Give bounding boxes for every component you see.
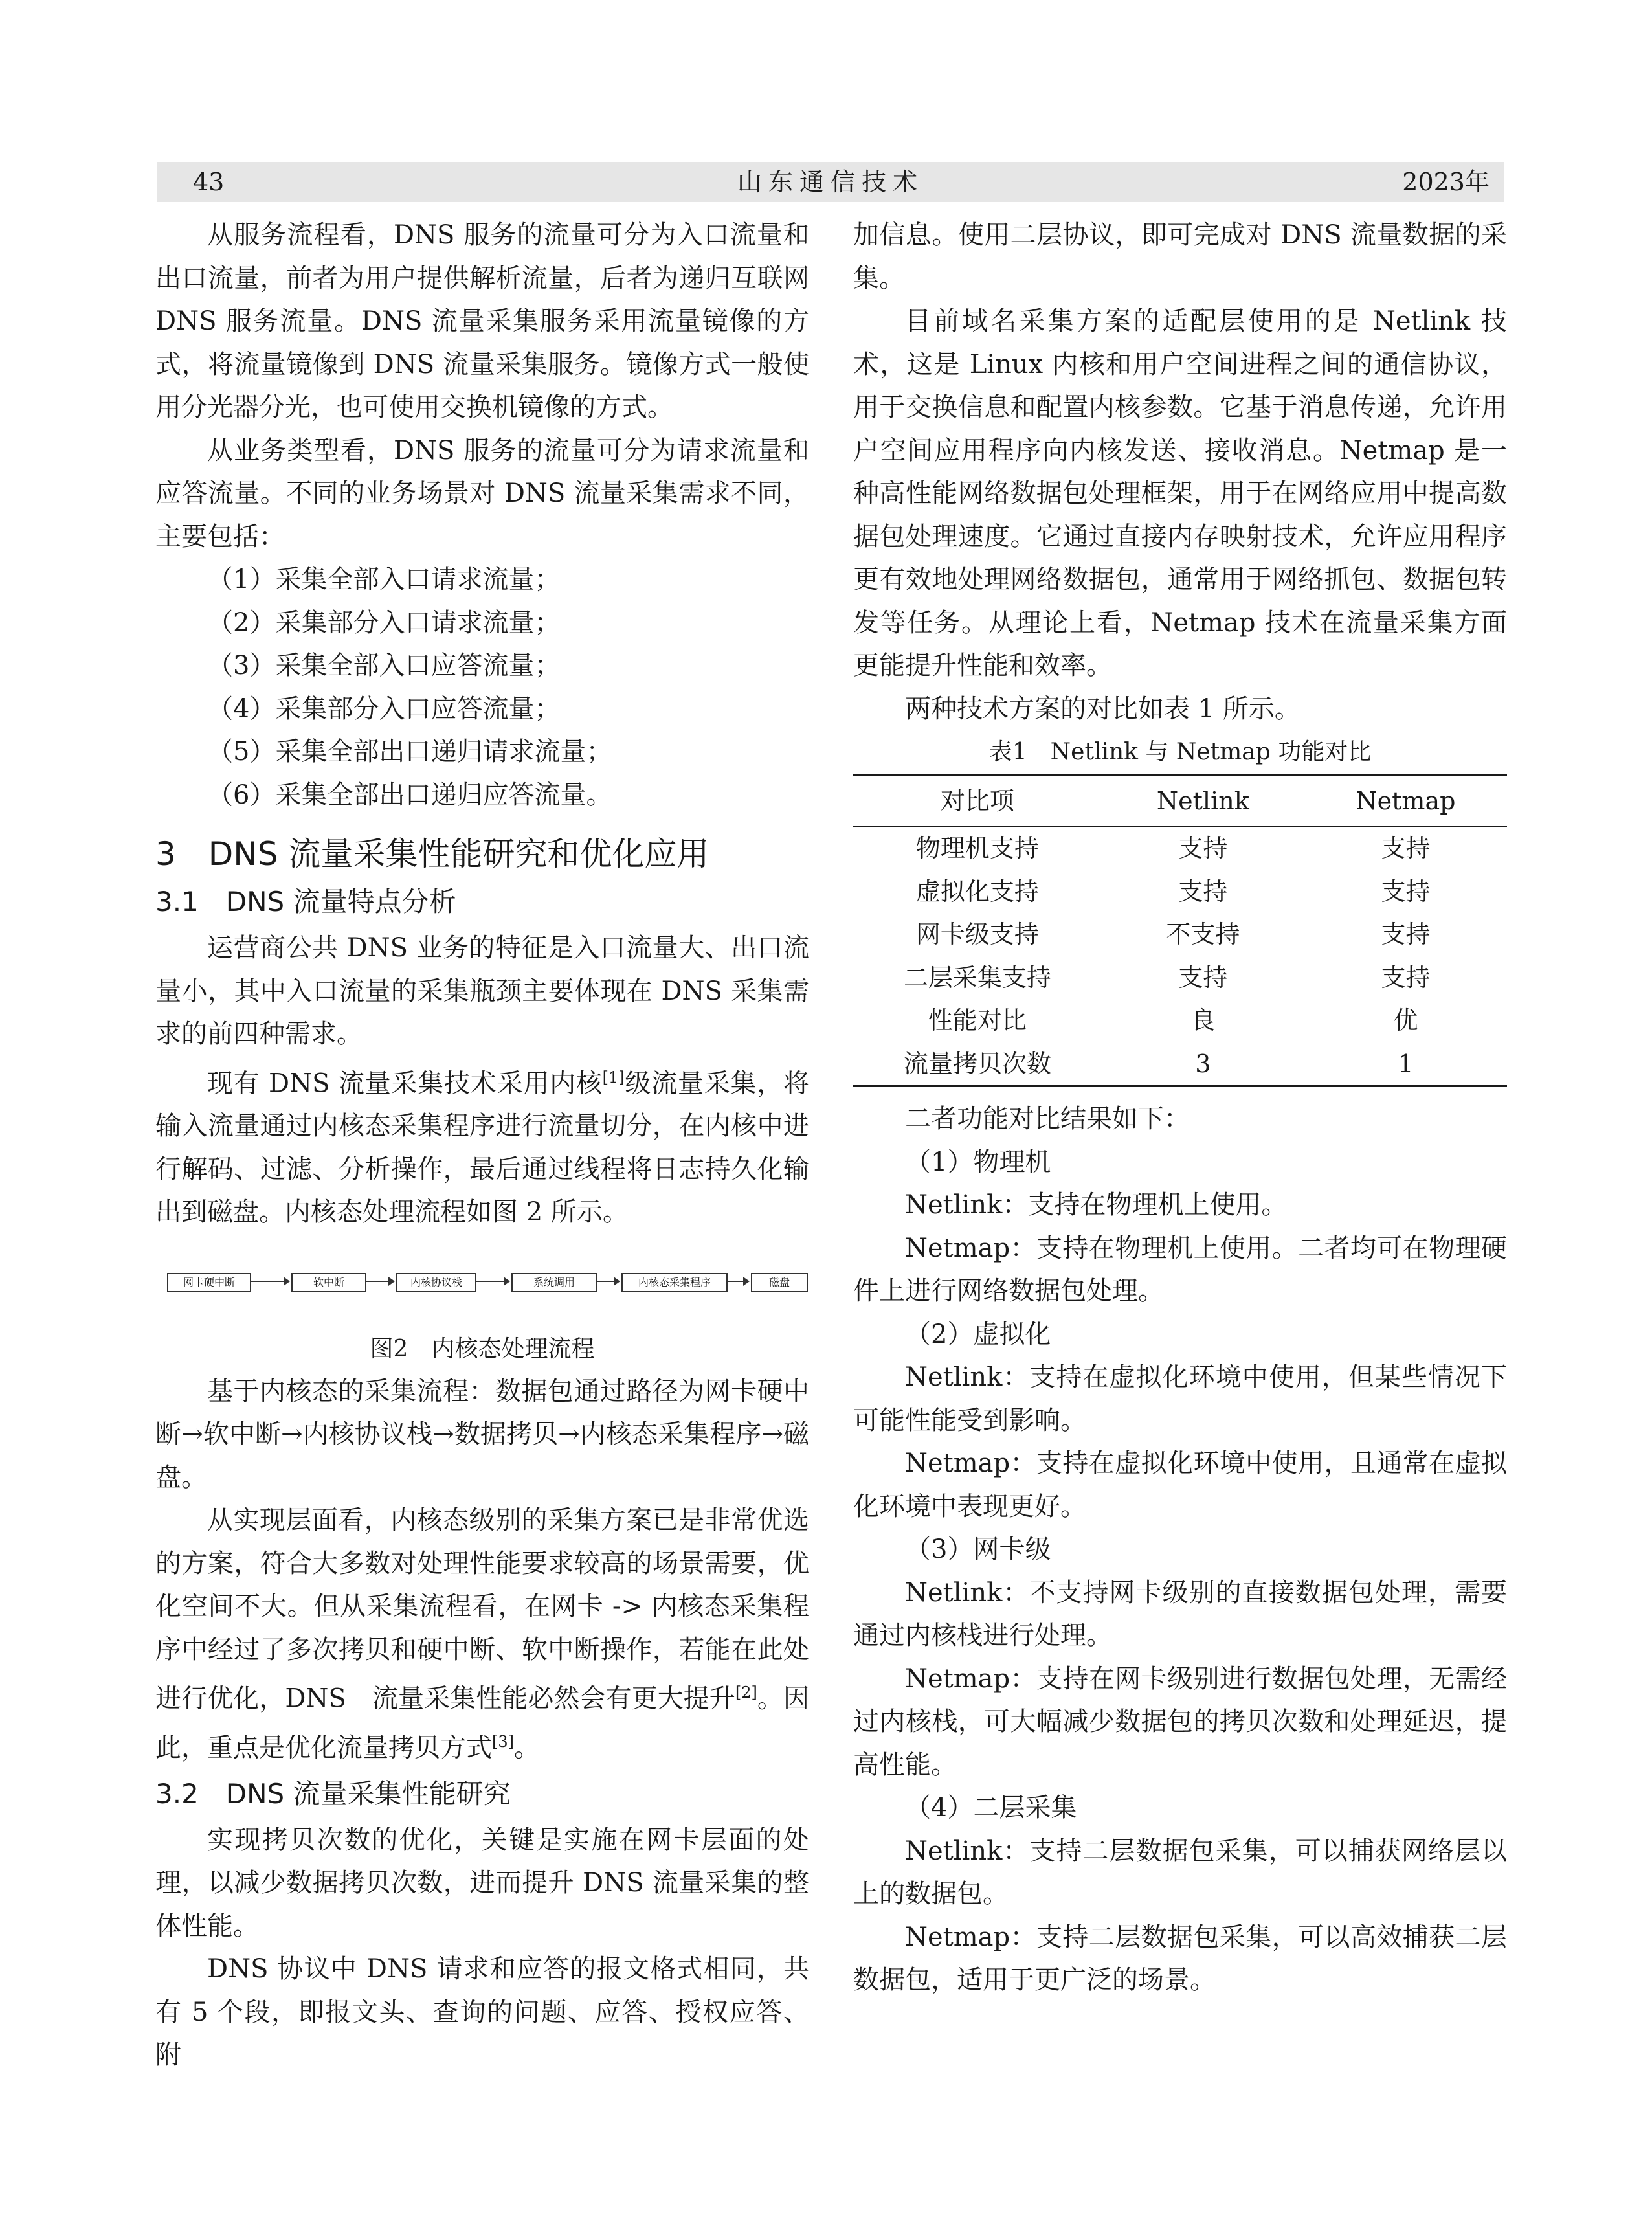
paragraph: 运营商公共 DNS 业务的特征是入口流量大、出口流量小，其中入口流量的采集瓶颈主要体现在 DNS 采集需求的前四种需求。 [155,933,809,1049]
table-row [853,913,1507,956]
list-item: （1）采集全部入口请求流量； [207,565,561,594]
flow-node: 软中断 [291,1273,366,1292]
paragraph: 目前域名采集方案的适配层使用的是 Netlink 技术，这是 Linux 内核和用户空间进程之间的通信协议，用于交换信息和配置内核参数。它基于消息传递，允许用户空间应用程序向内核发送、接收消息。Netmap 是一种高性能网络数据包处理框架，用于在网络应用中提高数据包处理速度。它通过直接内存映射技术，允许应用程序更有效地处理网络数据包，通常用于网络抓包、数据包转发等任务。从理论上看，Netmap 技术在流量采集方面更能提升性能和效率。 [853,306,1507,680]
paragraph: 从业务类型看，DNS 服务的流量可分为请求流量和应答流量。不同的业务场景对 DNS 流量采集需求不同，主要包括： [155,435,809,552]
flow-arrow [475,1281,509,1282]
flow-arrow [726,1281,748,1282]
citation: [2] [735,1683,757,1702]
table-cell: 支持 [1381,877,1431,906]
list-item: （4）采集部分入口应答流量； [207,693,561,724]
flow-node: 网卡硬中断 [167,1273,251,1292]
table-cell: 支持 [1178,963,1228,992]
journal-name: 山东通信技术 [737,168,924,196]
subheading: （3）网卡级 [905,1535,1051,1564]
flow-node: 内核态采集程序 [621,1273,728,1292]
citation: [1] [602,1068,625,1086]
subheading: （1）物理机 [905,1147,1051,1177]
paragraph [155,1499,809,1770]
table-cell: 3 [1102,1042,1304,1086]
paragraph: 实现拷贝次数的优化，关键是实施在网卡层面的处理，以减少数据拷贝次数，进而提升 DNS 流量采集的整体性能。 [155,1825,809,1941]
paragraph: 二者功能对比结果如下： [905,1104,1190,1134]
table-cell: 良 [1190,1006,1216,1035]
flow-node: 磁盘 [751,1273,808,1292]
column-header: Netlink [1102,776,1304,827]
text-run: 。 [514,1733,540,1763]
list-item: （3）采集全部入口应答流量； [207,651,561,680]
column-header: Netmap [1304,776,1507,827]
table-row [853,826,1507,870]
text-run: 。因此，重点是优化流量拷贝方式 [155,1683,809,1763]
paragraph: Netmap：支持在虚拟化环境中使用，且通常在虚拟化环境中表现更好。 [853,1448,1507,1522]
paragraph: Netmap：支持在物理机上使用。二者均可在物理硬件上进行网络数据包处理。 [853,1233,1507,1306]
figure-caption: 图2 内核态处理流程 [370,1335,595,1362]
header-year: 2023年 [1402,168,1490,196]
flow-node: 系统调用 [511,1273,597,1292]
table-cell: 网卡级支持 [915,920,1039,949]
table-cell: 二层采集支持 [903,963,1051,992]
table-row [853,1042,1507,1086]
paragraph: Netlink：支持二层数据包采集，可以捕获网络层以上的数据包。 [853,1836,1507,1909]
text-run: 现有 DNS 流量采集技术采用内核 [207,1068,603,1098]
table-cell: 支持 [1178,834,1228,862]
text-run: 从实现层面看，内核态级别的采集方案已是非常优选的方案，符合大多数对处理性能要求较高的场景需要，优化空间不大。但从采集流程看，在网卡 -> 内核态采集程序中经过了多次拷贝和硬中断、软中断操作，若能在此处进行优化，DNS 流量采集性能必然会有更大提升 [155,1505,809,1714]
table-row [853,999,1507,1042]
list-item: （6）采集全部出口递归应答流量。 [207,780,612,810]
right-column [853,214,1507,2002]
paragraph: DNS 协议中 DNS 请求和应答的报文格式相同，共有 5 个段，即报文头、查询的问题、应答、授权应答、附 [155,1954,809,2071]
citation: [3] [492,1733,514,1751]
paragraph: Netmap：支持二层数据包采集，可以高效捕获二层数据包，适用于更广泛的场景。 [853,1922,1507,1995]
table-cell: 1 [1304,1042,1507,1086]
table-cell: 支持 [1381,963,1431,992]
paragraph: 基于内核态的采集流程：数据包通过路径为网卡硬中断→软中断→内核协议栈→数据拷贝→内核态采集程序→磁盘。 [155,1376,809,1492]
paragraph: Netlink：不支持网卡级别的直接数据包处理，需要通过内核栈进行处理。 [853,1577,1507,1650]
text-run: 级流量采集，将输入流量通过内核态采集程序进行流量切分，在内核中进行解码、过滤、分析操作，最后通过线程将日志持久化输出到磁盘。内核态处理流程如图 2 所示。 [155,1068,810,1228]
table-cell: 物理机支持 [915,834,1039,862]
table-cell: 虚拟化支持 [915,877,1039,906]
table-cell: 支持 [1381,834,1431,862]
subheading: （4）二层采集 [905,1793,1077,1823]
flow-arrow [596,1281,619,1282]
subheading: （2）虚拟化 [905,1319,1051,1349]
table-row [853,870,1507,914]
page-number: 43 [193,168,225,196]
running-header [157,162,1504,202]
flow-arrow [250,1281,289,1282]
subsection-heading: 3.1 DNS 流量特点分析 [155,886,456,917]
paragraph: Netlink：支持在物理机上使用。 [905,1190,1288,1220]
table-row [853,956,1507,1000]
column-header: 对比项 [853,776,1102,827]
section-heading: 3 DNS 流量采集性能研究和优化应用 [155,835,709,873]
paragraph: 从服务流程看，DNS 服务的流量可分为入口流量和出口流量，前者为用户提供解析流量，后者为递归互联网 DNS 服务流量。DNS 流量采集服务采用流量镜像的方式，将流量镜像到 DNS 流量采集服务。镜像方式一般使用分光器分光，也可使用交换机镜像的方式。 [155,220,809,422]
table-caption: 表1 Netlink 与 Netmap 功能对比 [988,739,1372,765]
table-cell: 支持 [1381,920,1431,949]
table-cell: 流量拷贝次数 [853,1042,1102,1086]
paragraph: Netlink：支持在虚拟化环境中使用，但某些情况下可能性能受到影响。 [853,1362,1507,1435]
table-cell: 支持 [1178,877,1228,906]
table-cell: 优 [1393,1006,1418,1035]
list-item: （5）采集全部出口递归请求流量； [207,737,612,767]
comparison-table [853,774,1507,1087]
subsection-heading: 3.2 DNS 流量采集性能研究 [155,1777,511,1810]
left-column [155,214,809,2077]
flow-node: 内核协议栈 [396,1273,476,1292]
paragraph: 两种技术方案的对比如表 1 所示。 [905,693,1300,724]
flow-arrow [365,1281,394,1282]
figure-2-flowchart [155,1264,809,1303]
table-cell: 不支持 [1166,920,1240,949]
list-item: （2）采集部分入口请求流量； [207,607,561,638]
paragraph [155,1056,809,1234]
paragraph: 加信息。使用二层协议，即可完成对 DNS 流量数据的采集。 [853,220,1507,293]
table-header-row [853,776,1507,827]
table-cell: 性能对比 [928,1006,1027,1035]
paragraph: Netmap：支持在网卡级别进行数据包处理，无需经过内核栈，可大幅减少数据包的拷贝次数和处理延迟，提高性能。 [853,1663,1507,1780]
